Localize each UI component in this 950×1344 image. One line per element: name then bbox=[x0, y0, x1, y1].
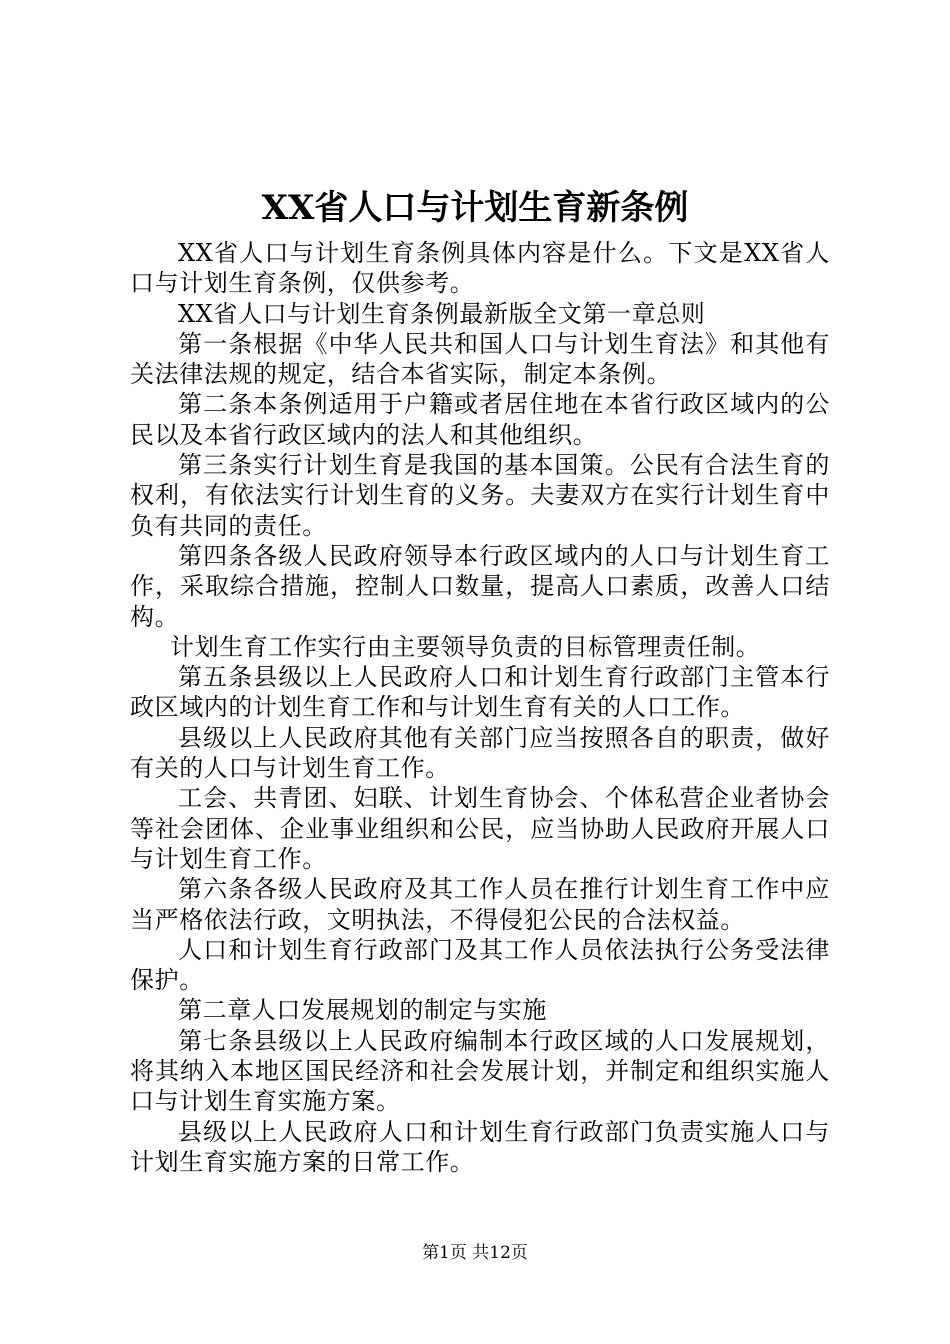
paragraph-article-7-clause: 县级以上人民政府人口和计划生育行政部门负责实施人口与计划生育实施方案的日常工作。 bbox=[130, 1117, 830, 1176]
paragraph-article-2: 第二条本条例适用于户籍或者居住地在本省行政区域内的公民以及本省行政区域内的法人和其他组织。 bbox=[130, 390, 830, 449]
document-body bbox=[130, 238, 830, 1177]
paragraph-article-4: 第四条各级人民政府领导本行政区域内的人口与计划生育工作，采取综合措施，控制人口数量，提高人口素质，改善人口结构。 bbox=[130, 541, 830, 631]
paragraph-chapter-2-heading: 第二章人口发展规划的制定与实施 bbox=[178, 996, 547, 1025]
paragraph-article-3: 第三条实行计划生育是我国的基本国策。公民有合法生育的权利，有依法实行计划生育的义务。夫妻双方在实行计划生育中负有共同的责任。 bbox=[130, 451, 830, 540]
paragraph-article-1: 第一条根据《中华人民共和国人口与计划生育法》和其他有关法律法规的规定，结合本省实际，制定本条例。 bbox=[130, 329, 830, 389]
paragraph-chapter-1-heading: XX省人口与计划生育条例最新版全文第一章总则 bbox=[178, 299, 706, 328]
paragraph-article-5-clause-2: 县级以上人民政府其他有关部门应当按照各自的职责，做好有关的人口与计划生育工作。 bbox=[130, 723, 830, 783]
page-number-footer: 第1页 共12页 bbox=[422, 1243, 528, 1263]
document-title: XX省人口与计划生育新条例 bbox=[261, 188, 689, 228]
paragraph-article-6: 第六条各级人民政府及其工作人员在推行计划生育工作中应当严格依法行政，文明执法，不得侵犯公民的合法权益。 bbox=[130, 875, 830, 934]
paragraph-article-6-clause: 人口和计划生育行政部门及其工作人员依法执行公务受法律保护。 bbox=[130, 935, 830, 995]
paragraph-article-5: 第五条县级以上人民政府人口和计划生育行政部门主管本行政区域内的计划生育工作和与计划生育有关的人口工作。 bbox=[130, 663, 830, 722]
paragraph-intro: XX省人口与计划生育条例具体内容是什么。下文是XX省人口与计划生育条例，仅供参考。 bbox=[130, 239, 830, 298]
paragraph-article-4-clause: 计划生育工作实行由主要领导负责的目标管理责任制。 bbox=[170, 632, 761, 661]
paragraph-article-7: 第七条县级以上人民政府编制本行政区域的人口发展规划，将其纳入本地区国民经济和社会发展计划，并制定和组织实施人口与计划生育实施方案。 bbox=[130, 1026, 830, 1116]
paragraph-article-5-clause-3: 工会、共青团、妇联、计划生育协会、个体私营企业者协会等社会团体、企业事业组织和公民，应当协助人民政府开展人口与计划生育工作。 bbox=[130, 784, 830, 873]
